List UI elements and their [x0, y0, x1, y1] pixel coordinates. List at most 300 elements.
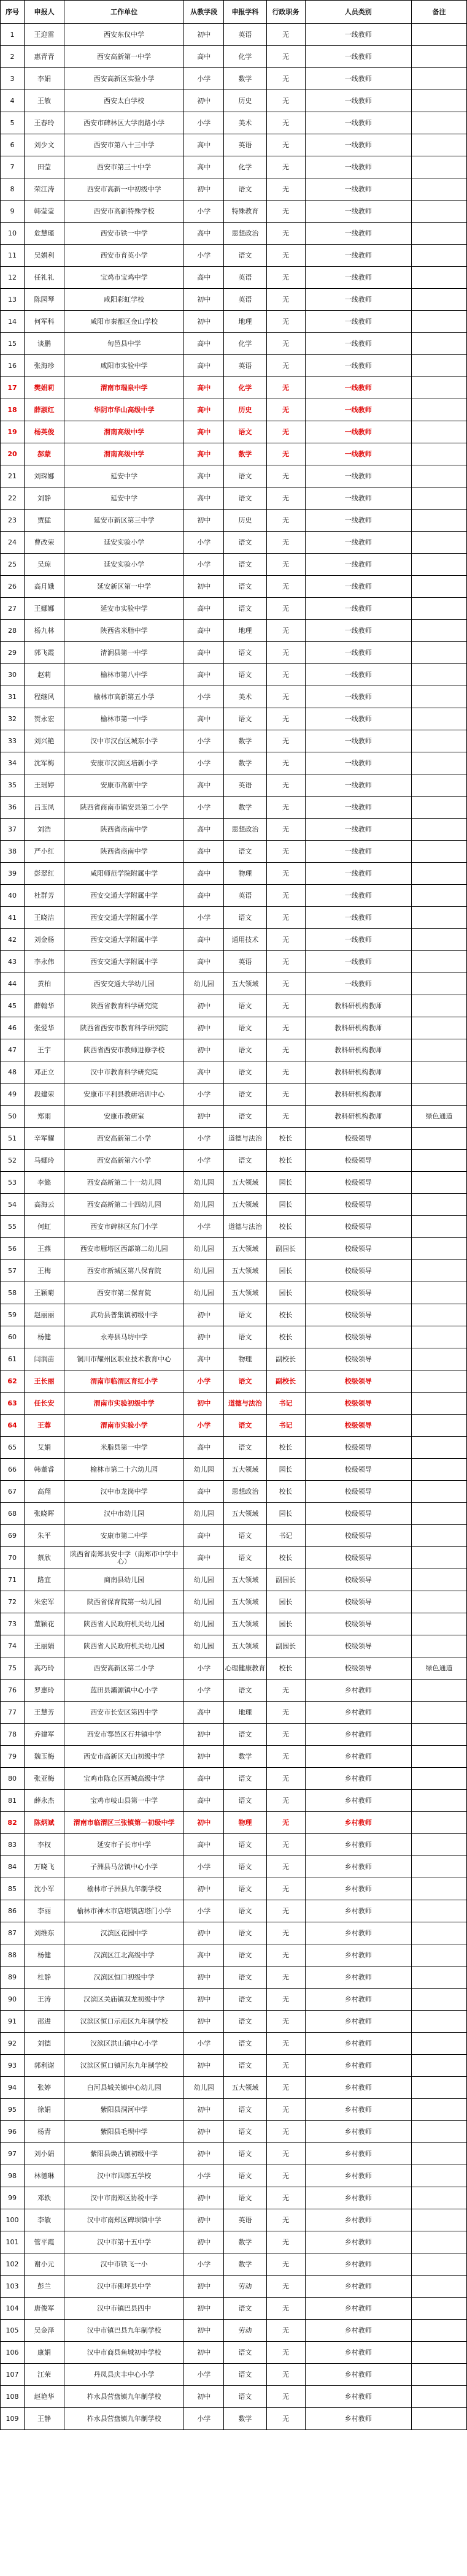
- table-row: [1, 1569, 467, 1591]
- cell-subject: 语文: [224, 1856, 266, 1878]
- cell-index: 85: [1, 1878, 25, 1900]
- cell-teaching-stage: 初中: [184, 1922, 224, 1944]
- cell-subject: 化学: [224, 46, 266, 68]
- cell-applicant: 马娜玲: [25, 1150, 64, 1172]
- cell-remarks: [411, 730, 466, 752]
- cell-index: 90: [1, 1989, 25, 2011]
- cell-index: 41: [1, 907, 25, 929]
- cell-personnel-category: 校级领导: [305, 1326, 411, 1348]
- cell-admin-position: 无: [266, 907, 305, 929]
- cell-admin-position: 无: [266, 1989, 305, 2011]
- cell-work-unit: 榆林市高新第五小学: [64, 686, 184, 708]
- cell-subject: 语文: [224, 576, 266, 598]
- cell-work-unit: 汉滨区恒口镇河东九年制学校: [64, 2055, 184, 2077]
- cell-admin-position: 校长: [266, 1150, 305, 1172]
- cell-remarks: [411, 112, 466, 134]
- cell-applicant: 王敏: [25, 90, 64, 112]
- cell-subject: 语文: [224, 2298, 266, 2320]
- cell-index: 63: [1, 1393, 25, 1415]
- cell-index: 39: [1, 863, 25, 885]
- cell-admin-position: 校长: [266, 1481, 305, 1503]
- cell-teaching-stage: 高中: [184, 885, 224, 907]
- cell-applicant: 陈园琴: [25, 289, 64, 311]
- cell-admin-position: 无: [266, 289, 305, 311]
- cell-applicant: 杜群芳: [25, 885, 64, 907]
- cell-subject: 语文: [224, 532, 266, 554]
- cell-admin-position: 无: [266, 355, 305, 377]
- cell-personnel-category: 一线教师: [305, 421, 411, 443]
- cell-applicant: 谢小元: [25, 2253, 64, 2276]
- cell-work-unit: 渭南市实验小学: [64, 1415, 184, 1437]
- cell-applicant: 江荣: [25, 2364, 64, 2386]
- cell-remarks: [411, 1503, 466, 1525]
- cell-remarks: [411, 1944, 466, 1966]
- cell-remarks: [411, 797, 466, 819]
- cell-subject: 语文: [224, 1900, 266, 1922]
- cell-work-unit: 汉中市佛坪县中学: [64, 2276, 184, 2298]
- cell-applicant: 刘静: [25, 487, 64, 510]
- cell-work-unit: 西安市鄠邑区石井镇中学: [64, 1724, 184, 1746]
- cell-applicant: 王迎雷: [25, 24, 64, 46]
- cell-index: 34: [1, 752, 25, 774]
- header-remarks: 备注: [411, 1, 466, 24]
- table-row: [1, 841, 467, 863]
- cell-work-unit: 榆林市第二十六幼儿园: [64, 1459, 184, 1481]
- cell-work-unit: 汉中市汉台区城东小学: [64, 730, 184, 752]
- cell-index: 1: [1, 24, 25, 46]
- table-row: [1, 1194, 467, 1216]
- cell-work-unit: 安康市高新中学: [64, 774, 184, 797]
- cell-admin-position: 无: [266, 333, 305, 355]
- cell-applicant: 王春玲: [25, 112, 64, 134]
- cell-teaching-stage: 初中: [184, 1878, 224, 1900]
- cell-personnel-category: 乡村教师: [305, 2011, 411, 2033]
- cell-index: 27: [1, 598, 25, 620]
- cell-subject: 特殊教育: [224, 201, 266, 223]
- cell-applicant: 王慧芳: [25, 1702, 64, 1724]
- cell-applicant: 黄柏: [25, 973, 64, 995]
- cell-remarks: [411, 1348, 466, 1370]
- cell-applicant: 管平霞: [25, 2231, 64, 2253]
- cell-applicant: 杨健: [25, 1326, 64, 1348]
- cell-teaching-stage: 高中: [184, 598, 224, 620]
- cell-index: 19: [1, 421, 25, 443]
- cell-subject: 数学: [224, 797, 266, 819]
- cell-remarks: [411, 1437, 466, 1459]
- cell-teaching-stage: 小学: [184, 68, 224, 90]
- cell-admin-position: 园长: [266, 1503, 305, 1525]
- cell-remarks: [411, 708, 466, 730]
- cell-remarks: [411, 1415, 466, 1437]
- cell-subject: 语文: [224, 421, 266, 443]
- table-row: [1, 1724, 467, 1746]
- table-row: [1, 1260, 467, 1282]
- cell-admin-position: 无: [266, 642, 305, 664]
- cell-admin-position: 无: [266, 2033, 305, 2055]
- cell-applicant: 段建荣: [25, 1084, 64, 1106]
- cell-personnel-category: 乡村教师: [305, 1989, 411, 2011]
- cell-admin-position: 无: [266, 1856, 305, 1878]
- cell-subject: 语文: [224, 1922, 266, 1944]
- cell-teaching-stage: 幼儿园: [184, 1260, 224, 1282]
- cell-index: 71: [1, 1569, 25, 1591]
- cell-admin-position: 无: [266, 576, 305, 598]
- cell-admin-position: 校长: [266, 1657, 305, 1680]
- cell-applicant: 薛翰华: [25, 995, 64, 1017]
- cell-teaching-stage: 小学: [184, 532, 224, 554]
- cell-teaching-stage: 幼儿园: [184, 973, 224, 995]
- table-row: [1, 289, 467, 311]
- cell-subject: 道德与法治: [224, 1128, 266, 1150]
- cell-teaching-stage: 高中: [184, 642, 224, 664]
- cell-teaching-stage: 高中: [184, 951, 224, 973]
- cell-personnel-category: 校级领导: [305, 1459, 411, 1481]
- cell-applicant: 张婷: [25, 2077, 64, 2099]
- cell-personnel-category: 一线教师: [305, 841, 411, 863]
- table-row: [1, 973, 467, 995]
- table-row: [1, 245, 467, 267]
- cell-teaching-stage: 初中: [184, 576, 224, 598]
- cell-admin-position: 无: [266, 2011, 305, 2033]
- cell-remarks: [411, 752, 466, 774]
- cell-remarks: [411, 201, 466, 223]
- cell-admin-position: 副校长: [266, 1348, 305, 1370]
- cell-subject: 语文: [224, 2187, 266, 2209]
- cell-subject: 历史: [224, 399, 266, 421]
- cell-admin-position: 无: [266, 2231, 305, 2253]
- cell-index: 87: [1, 1922, 25, 1944]
- cell-work-unit: 子洲县马岔镇中心小学: [64, 1856, 184, 1878]
- table-row: [1, 1922, 467, 1944]
- cell-remarks: [411, 46, 466, 68]
- cell-personnel-category: 校级领导: [305, 1260, 411, 1282]
- cell-work-unit: 西安交通大学附属中学: [64, 885, 184, 907]
- cell-index: 16: [1, 355, 25, 377]
- cell-remarks: [411, 995, 466, 1017]
- cell-teaching-stage: 初中: [184, 995, 224, 1017]
- cell-personnel-category: 一线教师: [305, 576, 411, 598]
- cell-personnel-category: 乡村教师: [305, 2121, 411, 2143]
- header-subject: 申报学科: [224, 1, 266, 24]
- cell-teaching-stage: 初中: [184, 2209, 224, 2231]
- cell-admin-position: 园长: [266, 1459, 305, 1481]
- cell-teaching-stage: 初中: [184, 2231, 224, 2253]
- cell-remarks: [411, 1768, 466, 1790]
- cell-work-unit: 延安实验小学: [64, 532, 184, 554]
- cell-personnel-category: 一线教师: [305, 664, 411, 686]
- cell-admin-position: 无: [266, 156, 305, 178]
- cell-teaching-stage: 小学: [184, 1370, 224, 1393]
- cell-remarks: [411, 2364, 466, 2386]
- table-row: [1, 399, 467, 421]
- table-row: [1, 576, 467, 598]
- cell-personnel-category: 校级领导: [305, 1370, 411, 1393]
- cell-index: 81: [1, 1790, 25, 1812]
- header-applicant: 申报人: [25, 1, 64, 24]
- cell-remarks: [411, 2386, 466, 2408]
- cell-index: 72: [1, 1591, 25, 1613]
- cell-work-unit: 丹凤县庆丰中心小学: [64, 2364, 184, 2386]
- cell-remarks: [411, 2055, 466, 2077]
- cell-index: 82: [1, 1812, 25, 1834]
- cell-work-unit: 西安市第二保育院: [64, 1282, 184, 1304]
- cell-admin-position: 无: [266, 995, 305, 1017]
- cell-teaching-stage: 高中: [184, 1525, 224, 1547]
- cell-admin-position: 无: [266, 664, 305, 686]
- cell-remarks: [411, 1393, 466, 1415]
- cell-remarks: [411, 1702, 466, 1724]
- cell-applicant: 韩莹莹: [25, 201, 64, 223]
- cell-subject: 数学: [224, 2231, 266, 2253]
- table-row: [1, 2165, 467, 2187]
- table-row: [1, 1525, 467, 1547]
- table-row: [1, 2011, 467, 2033]
- table-row: [1, 311, 467, 333]
- cell-work-unit: 宝鸡市岐山县第一中学: [64, 1790, 184, 1812]
- cell-remarks: [411, 2408, 466, 2430]
- table-row: [1, 598, 467, 620]
- table-row: [1, 201, 467, 223]
- cell-teaching-stage: 初中: [184, 1304, 224, 1326]
- cell-personnel-category: 校级领导: [305, 1525, 411, 1547]
- table-row: [1, 1304, 467, 1326]
- cell-applicant: 赵莉: [25, 664, 64, 686]
- table-row: [1, 1790, 467, 1812]
- cell-personnel-category: 乡村教师: [305, 2209, 411, 2231]
- cell-subject: 语文: [224, 1106, 266, 1128]
- cell-subject: 语文: [224, 1768, 266, 1790]
- cell-applicant: 李丽: [25, 1900, 64, 1922]
- cell-teaching-stage: 小学: [184, 686, 224, 708]
- cell-subject: 语文: [224, 2011, 266, 2033]
- cell-applicant: 危慧瑾: [25, 223, 64, 245]
- cell-applicant: 曹改荣: [25, 532, 64, 554]
- cell-work-unit: 紫阳县毛坝中学: [64, 2121, 184, 2143]
- cell-subject: 语文: [224, 1525, 266, 1547]
- cell-teaching-stage: 初中: [184, 1989, 224, 2011]
- cell-teaching-stage: 初中: [184, 2143, 224, 2165]
- cell-index: 22: [1, 487, 25, 510]
- cell-subject: 语文: [224, 1084, 266, 1106]
- cell-remarks: [411, 223, 466, 245]
- cell-admin-position: 无: [266, 1878, 305, 1900]
- cell-subject: 语文: [224, 554, 266, 576]
- cell-index: 79: [1, 1746, 25, 1768]
- cell-teaching-stage: 高中: [184, 1702, 224, 1724]
- cell-applicant: 朱宏军: [25, 1591, 64, 1613]
- cell-teaching-stage: 初中: [184, 311, 224, 333]
- cell-applicant: 路宜: [25, 1569, 64, 1591]
- cell-work-unit: 陕西省西安市教师进修学校: [64, 1039, 184, 1061]
- table-row: [1, 156, 467, 178]
- cell-index: 59: [1, 1304, 25, 1326]
- cell-index: 25: [1, 554, 25, 576]
- cell-remarks: [411, 1150, 466, 1172]
- cell-subject: 语文: [224, 1150, 266, 1172]
- cell-teaching-stage: 高中: [184, 399, 224, 421]
- cell-admin-position: 无: [266, 1702, 305, 1724]
- cell-applicant: 康娟: [25, 2342, 64, 2364]
- cell-index: 4: [1, 90, 25, 112]
- cell-teaching-stage: 初中: [184, 1039, 224, 1061]
- cell-applicant: 杨英俊: [25, 421, 64, 443]
- cell-personnel-category: 校级领导: [305, 1216, 411, 1238]
- cell-personnel-category: 乡村教师: [305, 1856, 411, 1878]
- cell-remarks: [411, 1370, 466, 1393]
- cell-admin-position: 无: [266, 465, 305, 487]
- cell-applicant: 薛永杰: [25, 1790, 64, 1812]
- cell-admin-position: 园长: [266, 1194, 305, 1216]
- cell-personnel-category: 一线教师: [305, 465, 411, 487]
- cell-personnel-category: 一线教师: [305, 134, 411, 156]
- cell-remarks: [411, 487, 466, 510]
- cell-personnel-category: 乡村教师: [305, 2143, 411, 2165]
- cell-admin-position: 无: [266, 112, 305, 134]
- cell-work-unit: 陕西省南郑县安中学（南郑市中学中心）: [64, 1547, 184, 1569]
- table-row: [1, 46, 467, 68]
- table-row: [1, 1812, 467, 1834]
- cell-subject: 数学: [224, 2253, 266, 2276]
- cell-subject: 英语: [224, 267, 266, 289]
- cell-teaching-stage: 小学: [184, 797, 224, 819]
- cell-teaching-stage: 高中: [184, 443, 224, 465]
- cell-personnel-category: 乡村教师: [305, 1768, 411, 1790]
- table-row: [1, 421, 467, 443]
- cell-admin-position: 副园长: [266, 1238, 305, 1260]
- cell-subject: 英语: [224, 289, 266, 311]
- cell-remarks: [411, 68, 466, 90]
- cell-personnel-category: 乡村教师: [305, 2298, 411, 2320]
- cell-remarks: [411, 907, 466, 929]
- cell-remarks: [411, 841, 466, 863]
- cell-work-unit: 延安市新区第三中学: [64, 510, 184, 532]
- cell-subject: 五大领域: [224, 1613, 266, 1635]
- cell-work-unit: 渭南市临渭区三张镇第一初级中学: [64, 1812, 184, 1834]
- cell-admin-position: 无: [266, 311, 305, 333]
- table-row: [1, 333, 467, 355]
- cell-teaching-stage: 高中: [184, 929, 224, 951]
- cell-applicant: 万晓飞: [25, 1856, 64, 1878]
- cell-admin-position: 无: [266, 245, 305, 267]
- cell-work-unit: 西安市第八十三中学: [64, 134, 184, 156]
- cell-remarks: [411, 1635, 466, 1657]
- table-row: [1, 1393, 467, 1415]
- cell-subject: 语文: [224, 2342, 266, 2364]
- cell-remarks: [411, 1746, 466, 1768]
- table-row: [1, 1966, 467, 1989]
- cell-subject: 语文: [224, 1370, 266, 1393]
- cell-index: 21: [1, 465, 25, 487]
- cell-applicant: 闫润苗: [25, 1348, 64, 1370]
- cell-admin-position: 无: [266, 730, 305, 752]
- cell-remarks: [411, 1613, 466, 1635]
- cell-remarks: [411, 2320, 466, 2342]
- cell-teaching-stage: 高中: [184, 333, 224, 355]
- table-body: [1, 24, 467, 2430]
- cell-subject: 劳动: [224, 2276, 266, 2298]
- cell-index: 5: [1, 112, 25, 134]
- cell-subject: 语文: [224, 1834, 266, 1856]
- table-row: [1, 1415, 467, 1437]
- cell-work-unit: 白河县城关镇中心幼儿园: [64, 2077, 184, 2099]
- cell-remarks: [411, 2121, 466, 2143]
- table-row: [1, 929, 467, 951]
- cell-teaching-stage: 小学: [184, 112, 224, 134]
- cell-work-unit: 汉中市商县鱼城初中学校: [64, 2342, 184, 2364]
- cell-subject: 心理健康教育: [224, 1657, 266, 1680]
- cell-index: 86: [1, 1900, 25, 1922]
- cell-applicant: 张晓晖: [25, 1503, 64, 1525]
- cell-personnel-category: 一线教师: [305, 311, 411, 333]
- cell-teaching-stage: 高中: [184, 156, 224, 178]
- cell-subject: 英语: [224, 951, 266, 973]
- cell-teaching-stage: 小学: [184, 2253, 224, 2276]
- cell-admin-position: 无: [266, 863, 305, 885]
- cell-teaching-stage: 小学: [184, 1150, 224, 1172]
- cell-remarks: [411, 1061, 466, 1084]
- cell-personnel-category: 一线教师: [305, 973, 411, 995]
- cell-work-unit: 紫阳县洞河中学: [64, 2099, 184, 2121]
- cell-personnel-category: 一线教师: [305, 819, 411, 841]
- cell-applicant: 郭利谢: [25, 2055, 64, 2077]
- cell-applicant: 田莹: [25, 156, 64, 178]
- cell-admin-position: 无: [266, 532, 305, 554]
- cell-subject: 语文: [224, 465, 266, 487]
- cell-teaching-stage: 初中: [184, 1724, 224, 1746]
- cell-personnel-category: 一线教师: [305, 752, 411, 774]
- table-row: [1, 2298, 467, 2320]
- cell-remarks: [411, 2143, 466, 2165]
- cell-work-unit: 渭南市临渭区育红小学: [64, 1370, 184, 1393]
- cell-personnel-category: 一线教师: [305, 201, 411, 223]
- cell-index: 68: [1, 1503, 25, 1525]
- cell-subject: 思想政治: [224, 223, 266, 245]
- cell-subject: 数学: [224, 752, 266, 774]
- cell-teaching-stage: 小学: [184, 1216, 224, 1238]
- cell-remarks: [411, 2276, 466, 2298]
- cell-admin-position: 无: [266, 1834, 305, 1856]
- cell-personnel-category: 校级领导: [305, 1437, 411, 1459]
- cell-applicant: 李敏: [25, 2209, 64, 2231]
- table-row: [1, 2342, 467, 2364]
- cell-subject: 五大领域: [224, 1591, 266, 1613]
- cell-index: 104: [1, 2298, 25, 2320]
- table-row: [1, 1282, 467, 1304]
- cell-applicant: 严小红: [25, 841, 64, 863]
- table-row: [1, 267, 467, 289]
- cell-personnel-category: 乡村教师: [305, 2320, 411, 2342]
- table-row: [1, 2143, 467, 2165]
- cell-applicant: 薛淑红: [25, 399, 64, 421]
- cell-applicant: 董颖花: [25, 1613, 64, 1635]
- cell-teaching-stage: 高中: [184, 1348, 224, 1370]
- cell-applicant: 徐娟: [25, 2099, 64, 2121]
- cell-admin-position: 园长: [266, 1613, 305, 1635]
- cell-applicant: 樊娟莉: [25, 377, 64, 399]
- table-row: [1, 642, 467, 664]
- cell-teaching-stage: 幼儿园: [184, 1613, 224, 1635]
- cell-subject: 语文: [224, 2099, 266, 2121]
- cell-personnel-category: 一线教师: [305, 90, 411, 112]
- table-row: [1, 752, 467, 774]
- cell-applicant: 王娜娜: [25, 598, 64, 620]
- cell-admin-position: 无: [266, 1922, 305, 1944]
- cell-index: 32: [1, 708, 25, 730]
- cell-index: 101: [1, 2231, 25, 2253]
- cell-admin-position: 园长: [266, 1172, 305, 1194]
- cell-index: 58: [1, 1282, 25, 1304]
- cell-work-unit: 汉中市镇巴县九年制学校: [64, 2320, 184, 2342]
